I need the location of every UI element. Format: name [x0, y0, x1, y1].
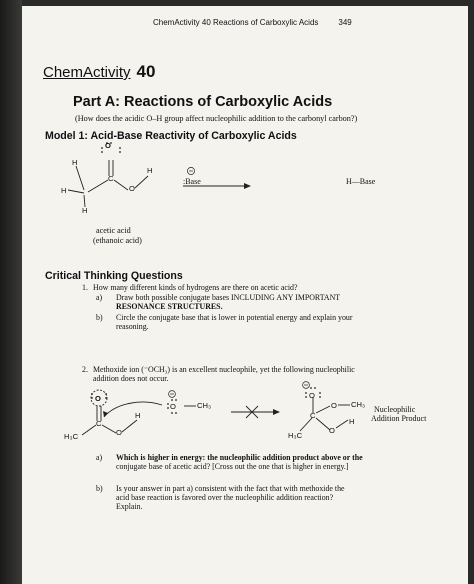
running-title: ChemActivity 40 Reactions of Carboxylic Acids	[153, 18, 319, 27]
q2b-line1: Is your answer in part a) consistent with the fact that with methoxide the	[116, 484, 345, 493]
q2b-line3: Explain.	[116, 502, 143, 511]
q2-number: 2.	[82, 365, 88, 374]
crossed-arrowhead	[273, 409, 280, 415]
part-question: (How does the acidic O–H group affect nucleophilic addition to the carbonyl carbon?)	[75, 114, 358, 123]
compound-alt-name: (ethanoic acid)	[93, 236, 142, 245]
methoxide-methyl: CH₃	[197, 401, 212, 410]
product-carbon: C	[310, 411, 316, 420]
carbonyl-oxygen: O	[105, 141, 111, 150]
q1a-label: a)	[96, 293, 103, 302]
q2-line1: Methoxide ion (⁻OCH₃) is an excellent nucleophile, yet the following nucleophilic	[93, 365, 355, 374]
q2b-label: b)	[96, 484, 103, 493]
methyl-hydrogen-bottom: H	[82, 206, 88, 215]
q2-line2: addition does not occur.	[93, 374, 169, 383]
compound-name: acetic acid	[96, 226, 131, 235]
q1b-line2: reasoning.	[116, 322, 149, 331]
q2-hydroxyl-oxygen: O	[116, 428, 122, 437]
product-hydroxyl-oxygen: O	[329, 426, 335, 435]
q1a-line1: Draw both possible conjugate bases INCLUDING ANY IMPORTANT	[116, 293, 341, 302]
carbonyl-carbon: C	[108, 174, 114, 183]
product-hydroxyl-hydrogen: H	[349, 417, 355, 426]
q1a-line2: RESONANCE STRUCTURES.	[116, 302, 223, 311]
q2-acidic-hydrogen: H	[135, 411, 141, 420]
q2a-line2: conjugate base of acetic acid? [Cross out the one that is higher in energy.]	[116, 462, 349, 471]
methyl-hydrogen-left: H	[61, 186, 67, 195]
q2-carbonyl-oxygen: O	[95, 394, 101, 403]
product-label-line1: Nucleophilic	[374, 405, 416, 414]
page-number: 349	[338, 18, 352, 27]
part-title: Part A: Reactions of Carboxylic Acids	[73, 94, 333, 110]
model-title: Model 1: Acid-Base Reactivity of Carboxylic Acids	[45, 130, 297, 142]
acidic-hydrogen: H	[147, 166, 153, 175]
product-oxide-oxygen: O	[309, 391, 315, 400]
base-reagent: :Base	[183, 177, 201, 186]
hydroxyl-oxygen: O	[129, 184, 135, 193]
ctq-title: Critical Thinking Questions	[45, 270, 183, 282]
activity-number: 40	[136, 62, 156, 81]
q1-number: 1.	[82, 283, 88, 292]
q1b-line1: Circle the conjugate base that is lower in potential energy and explain your	[116, 313, 353, 322]
q2-reactant-methyl: H₃C	[64, 432, 79, 441]
q1-text: How many different kinds of hydrogens are there on acetic acid?	[93, 283, 298, 292]
product-methoxy-oxygen: O	[331, 401, 337, 410]
activity-prefix: ChemActivity	[43, 64, 131, 81]
q1b-label: b)	[96, 313, 103, 322]
protonated-base: H—Base	[346, 177, 376, 186]
q2a-line1: Which is higher in energy: the nucleophilic addition product above or the	[116, 453, 363, 462]
product-label-line2: Addition Product	[371, 414, 427, 423]
product-methoxy-methyl: CH₃	[351, 400, 366, 409]
methoxide-oxygen: O	[170, 402, 176, 411]
product-methyl: H₃C	[288, 431, 303, 440]
methyl-hydrogen-top: H	[72, 158, 78, 167]
q2a-label: a)	[96, 453, 103, 462]
q2b-line2: acid base reaction is favored over the nucleophilic addition reaction?	[116, 493, 334, 502]
q2-carbonyl-carbon: C	[96, 419, 102, 428]
